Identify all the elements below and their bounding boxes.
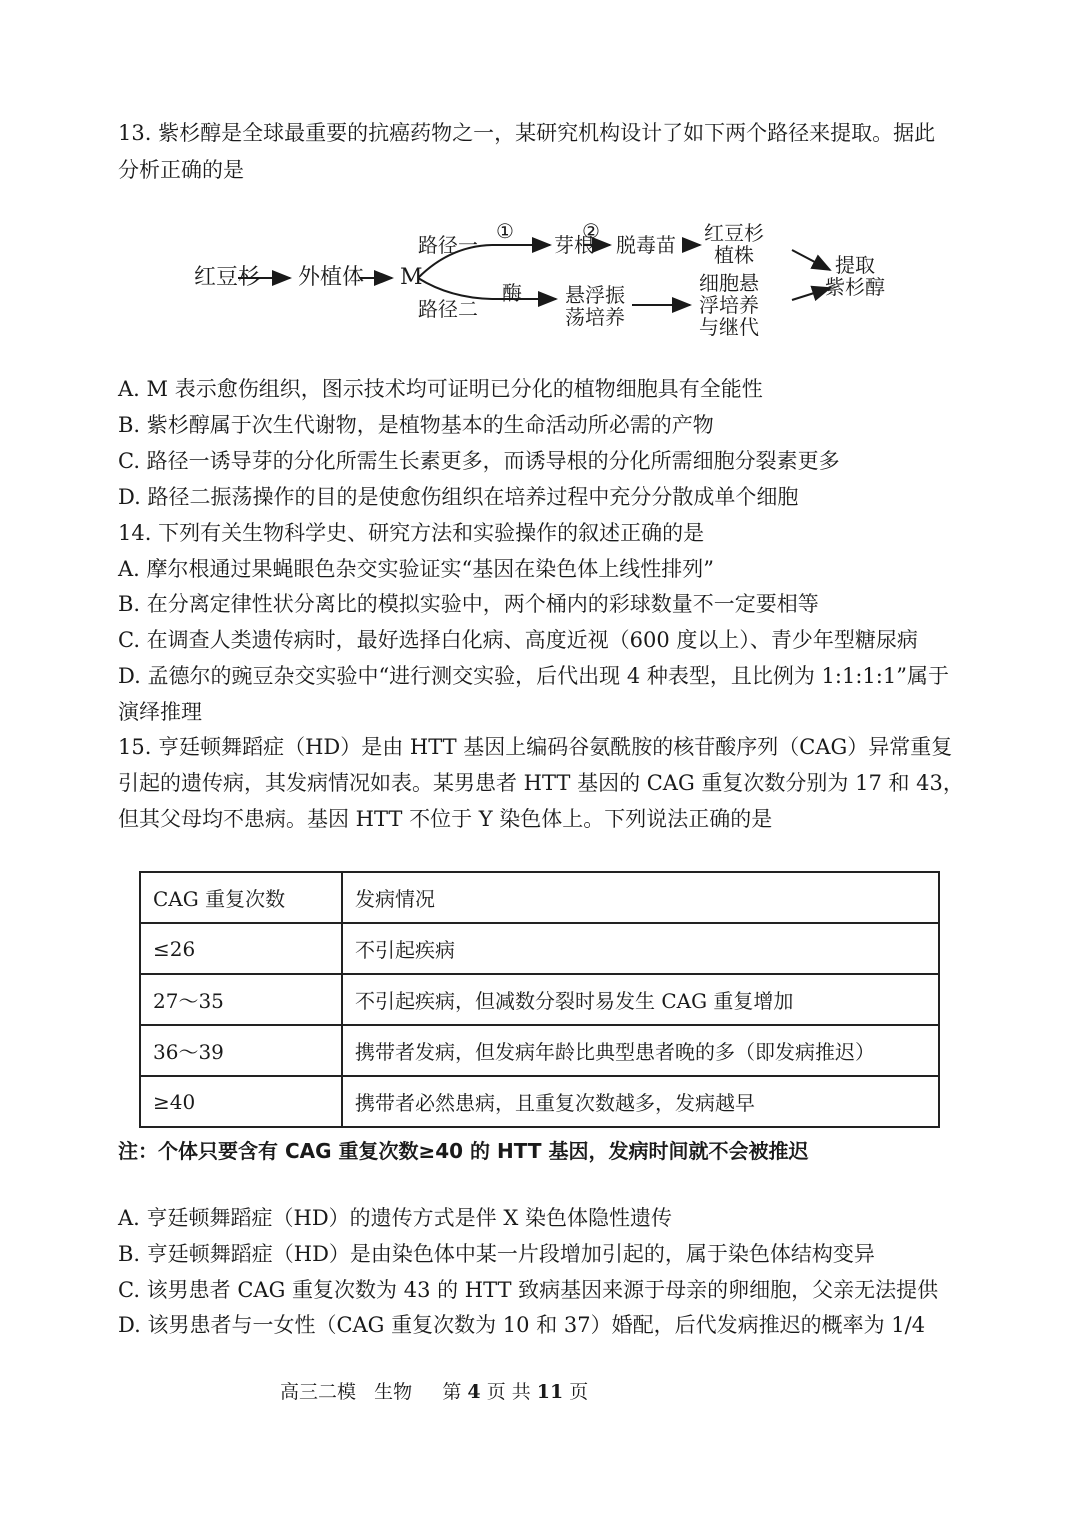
q13-option-d: D. 路径二振荡操作的目的是使愈伤组织在培养过程中充分分散成单个细胞 <box>118 485 799 509</box>
label-path-one: 路径一 <box>418 233 478 257</box>
label-enzyme: 酶 <box>502 281 522 305</box>
node-virus-free-seedling: 脱毒苗 <box>616 233 676 257</box>
q15-option-d: D. 该男患者与一女性（CAG 重复次数为 10 和 37）婚配，后代发病推迟的概率为 1/4 <box>118 1313 926 1337</box>
table-row <box>140 1025 939 1076</box>
q15-option-a: A. 亨廷顿舞蹈症（HD）的遗传方式是伴 X 染色体隐性遗传 <box>118 1206 672 1230</box>
q15-stem-line3: 但其父母均不患病。基因 HTT 不位于 Y 染色体上。下列说法正确的是 <box>118 807 773 831</box>
label-step-2: ② <box>582 219 600 243</box>
taxol-pathway-diagram <box>180 212 900 352</box>
q14-stem: 14. 下列有关生物科学史、研究方法和实验操作的叙述正确的是 <box>118 521 705 545</box>
node-yew-plant <box>702 222 766 266</box>
table-header-cell: CAG 重复次数 <box>140 872 342 923</box>
footer-page-number: 4 <box>467 1381 481 1403</box>
node-cell-suspension-culture <box>694 272 764 338</box>
node-yew-plant-line2: 植株 <box>714 243 754 267</box>
table-header-row <box>140 872 939 923</box>
node-red-yew: 红豆杉 <box>194 265 261 290</box>
table-cell: 携带者发病，但发病年龄比典型患者晚的多（即发病推迟） <box>342 1025 939 1076</box>
q14-option-d: D. 孟德尔的豌豆杂交实验中“进行测交实验，后代出现 4 种表型，且比例为 1:1:1:1”属于 <box>118 664 949 688</box>
table-header-cell: 发病情况 <box>342 872 939 923</box>
q13-stem-line1: 13. 紫杉醇是全球最重要的抗癌药物之一，某研究机构设计了如下两个路径来提取。据此 <box>118 121 936 145</box>
node-culture-line2: 浮培养 <box>699 293 759 317</box>
node-suspension-line2: 荡培养 <box>565 305 625 329</box>
node-explant: 外植体 <box>298 265 365 290</box>
table-cell: 36～39 <box>140 1025 342 1076</box>
table-cell: 携带者必然患病，且重复次数越多，发病越早 <box>342 1076 939 1127</box>
node-bud-root: 芽根 <box>554 233 594 257</box>
q14-option-d-cont: 演绎推理 <box>118 700 202 724</box>
q15-option-c: C. 该男患者 CAG 重复次数为 43 的 HTT 致病基因来源于母亲的卵细胞，父亲无法提供 <box>118 1278 939 1302</box>
table-cell: 不引起疾病，但减数分裂时易发生 CAG 重复增加 <box>342 974 939 1025</box>
q14-option-b: B. 在分离定律性状分离比的模拟实验中，两个桶内的彩球数量不一定要相等 <box>118 592 819 616</box>
q13-option-a: A. M 表示愈伤组织，图示技术均可证明已分化的植物细胞具有全能性 <box>118 377 763 401</box>
node-extract-line2: 紫杉醇 <box>825 275 885 299</box>
node-m: M <box>400 265 423 290</box>
label-path-two: 路径二 <box>418 297 478 321</box>
footer-page-suffix: 页 <box>569 1381 589 1403</box>
footer-subject: 生物 <box>374 1381 413 1403</box>
table-cell: 27～35 <box>140 974 342 1025</box>
pathway-arrows <box>180 212 900 352</box>
page-footer <box>280 1377 588 1404</box>
node-extract-taxol <box>820 254 890 298</box>
table-row <box>140 974 939 1025</box>
cag-table <box>139 871 940 1128</box>
table-cell: 不引起疾病 <box>342 923 939 974</box>
table-row <box>140 1076 939 1127</box>
footer-page-total: 11 <box>536 1381 564 1403</box>
table-row <box>140 923 939 974</box>
q15-stem-line2: 引起的遗传病，其发病情况如表。某男患者 HTT 基因的 CAG 重复次数分别为 17 和 43， <box>118 771 964 795</box>
node-culture-line3: 与继代 <box>699 315 759 339</box>
footer-exam: 高三二模 <box>280 1381 357 1403</box>
node-yew-plant-line1: 红豆杉 <box>704 221 764 245</box>
q14-option-a: A. 摩尔根通过果蝇眼色杂交实验证实“基因在染色体上线性排列” <box>118 557 714 581</box>
q14-option-c: C. 在调查人类遗传病时，最好选择白化病、高度近视（600 度以上）、青少年型糖尿病 <box>118 628 918 652</box>
q13-stem-line2: 分析正确的是 <box>118 158 244 182</box>
node-culture-line1: 细胞悬 <box>699 271 759 295</box>
table-cell: ≤26 <box>140 923 342 974</box>
table-cell: ≥40 <box>140 1076 342 1127</box>
node-suspension-shaking <box>560 284 630 328</box>
q13-option-b: B. 紫杉醇属于次生代谢物，是植物基本的生命活动所必需的产物 <box>118 413 714 437</box>
node-extract-line1: 提取 <box>835 253 875 277</box>
table-note: 注：个体只要含有 CAG 重复次数≥40 的 HTT 基因，发病时间就不会被推迟 <box>118 1139 809 1163</box>
label-step-1: ① <box>496 219 514 243</box>
footer-page-mid: 页 共 <box>486 1381 531 1403</box>
node-suspension-line1: 悬浮振 <box>565 283 625 307</box>
q15-stem-line1: 15. 亨廷顿舞蹈症（HD）是由 HTT 基因上编码谷氨酰胺的核苷酸序列（CAG）异常重复 <box>118 735 953 759</box>
q13-option-c: C. 路径一诱导芽的分化所需生长素更多，而诱导根的分化所需细胞分裂素更多 <box>118 449 840 473</box>
q15-option-b: B. 亨廷顿舞蹈症（HD）是由染色体中某一片段增加引起的，属于染色体结构变异 <box>118 1242 875 1266</box>
footer-page-prefix: 第 <box>442 1381 462 1403</box>
